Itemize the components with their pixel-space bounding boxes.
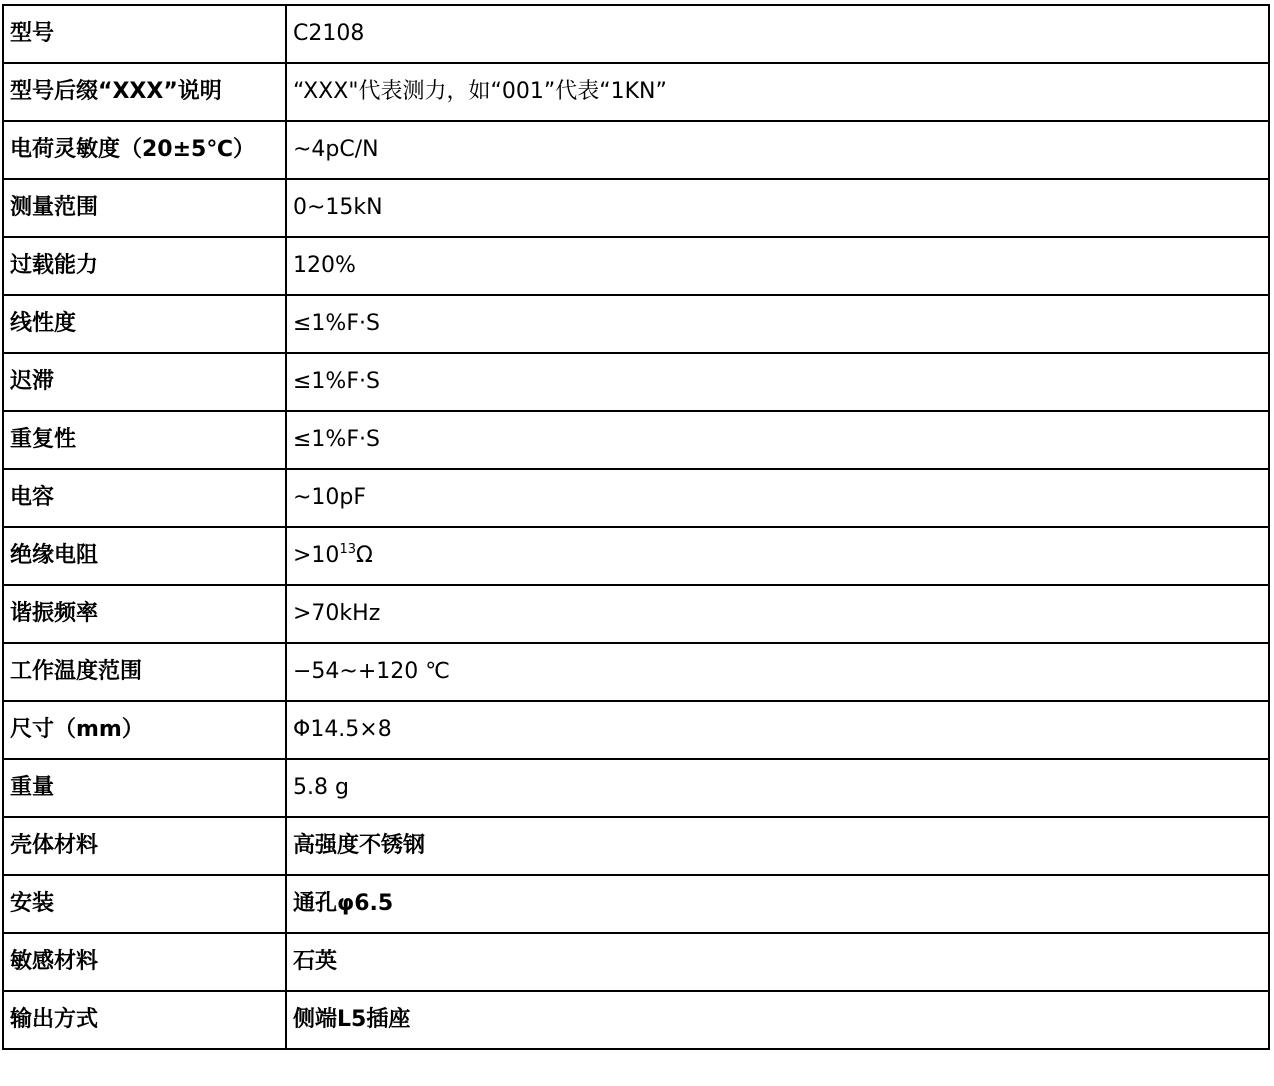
spec-value: Φ14.5×8 <box>286 701 1269 759</box>
table-row <box>3 411 1269 469</box>
spec-label: 重量 <box>3 759 286 817</box>
spec-value: >70kHz <box>286 585 1269 643</box>
table-row <box>3 585 1269 643</box>
table-row <box>3 817 1269 875</box>
spec-label: 线性度 <box>3 295 286 353</box>
spec-label: 重复性 <box>3 411 286 469</box>
spec-value: 石英 <box>286 933 1269 991</box>
spec-value: C2108 <box>286 5 1269 63</box>
spec-value: ~4pC/N <box>286 121 1269 179</box>
table-row <box>3 63 1269 121</box>
table-row <box>3 469 1269 527</box>
spec-label: 安装 <box>3 875 286 933</box>
spec-value: 侧端L5插座 <box>286 991 1269 1049</box>
spec-value: 120% <box>286 237 1269 295</box>
spec-value: “XXX"代表测力，如“001”代表“1KN” <box>286 63 1269 121</box>
spec-value: −54~+120 ℃ <box>286 643 1269 701</box>
spec-label: 谐振频率 <box>3 585 286 643</box>
spec-label: 壳体材料 <box>3 817 286 875</box>
table-row <box>3 295 1269 353</box>
spec-value: ≤1%F·S <box>286 295 1269 353</box>
spec-label: 敏感材料 <box>3 933 286 991</box>
spec-label: 迟滞 <box>3 353 286 411</box>
spec-table <box>2 4 1270 1050</box>
spec-label: 型号后缀“XXX”说明 <box>3 63 286 121</box>
insulation-value-exponent: 13 <box>339 542 356 557</box>
spec-label: 尺寸（mm） <box>3 701 286 759</box>
spec-label: 绝缘电阻 <box>3 527 286 585</box>
spec-label: 电荷灵敏度（20±5℃） <box>3 121 286 179</box>
spec-value: 高强度不锈钢 <box>286 817 1269 875</box>
table-row <box>3 643 1269 701</box>
spec-value: ≤1%F·S <box>286 353 1269 411</box>
spec-label: 电容 <box>3 469 286 527</box>
table-row <box>3 933 1269 991</box>
table-row <box>3 5 1269 63</box>
spec-value <box>286 527 1269 585</box>
table-row <box>3 353 1269 411</box>
spec-label: 型号 <box>3 5 286 63</box>
table-row <box>3 179 1269 237</box>
table-row <box>3 121 1269 179</box>
spec-label: 测量范围 <box>3 179 286 237</box>
table-row <box>3 875 1269 933</box>
spec-value: 通孔φ6.5 <box>286 875 1269 933</box>
spec-label: 输出方式 <box>3 991 286 1049</box>
spec-label: 工作温度范围 <box>3 643 286 701</box>
table-row <box>3 991 1269 1049</box>
table-row <box>3 527 1269 585</box>
insulation-value-prefix: >10 <box>293 543 340 568</box>
table-row <box>3 701 1269 759</box>
table-row <box>3 237 1269 295</box>
spec-value: 5.8 g <box>286 759 1269 817</box>
table-row <box>3 759 1269 817</box>
spec-value: ~10pF <box>286 469 1269 527</box>
insulation-value-unit: Ω <box>355 543 373 568</box>
spec-value: ≤1%F·S <box>286 411 1269 469</box>
spec-label: 过载能力 <box>3 237 286 295</box>
spec-value: 0~15kN <box>286 179 1269 237</box>
